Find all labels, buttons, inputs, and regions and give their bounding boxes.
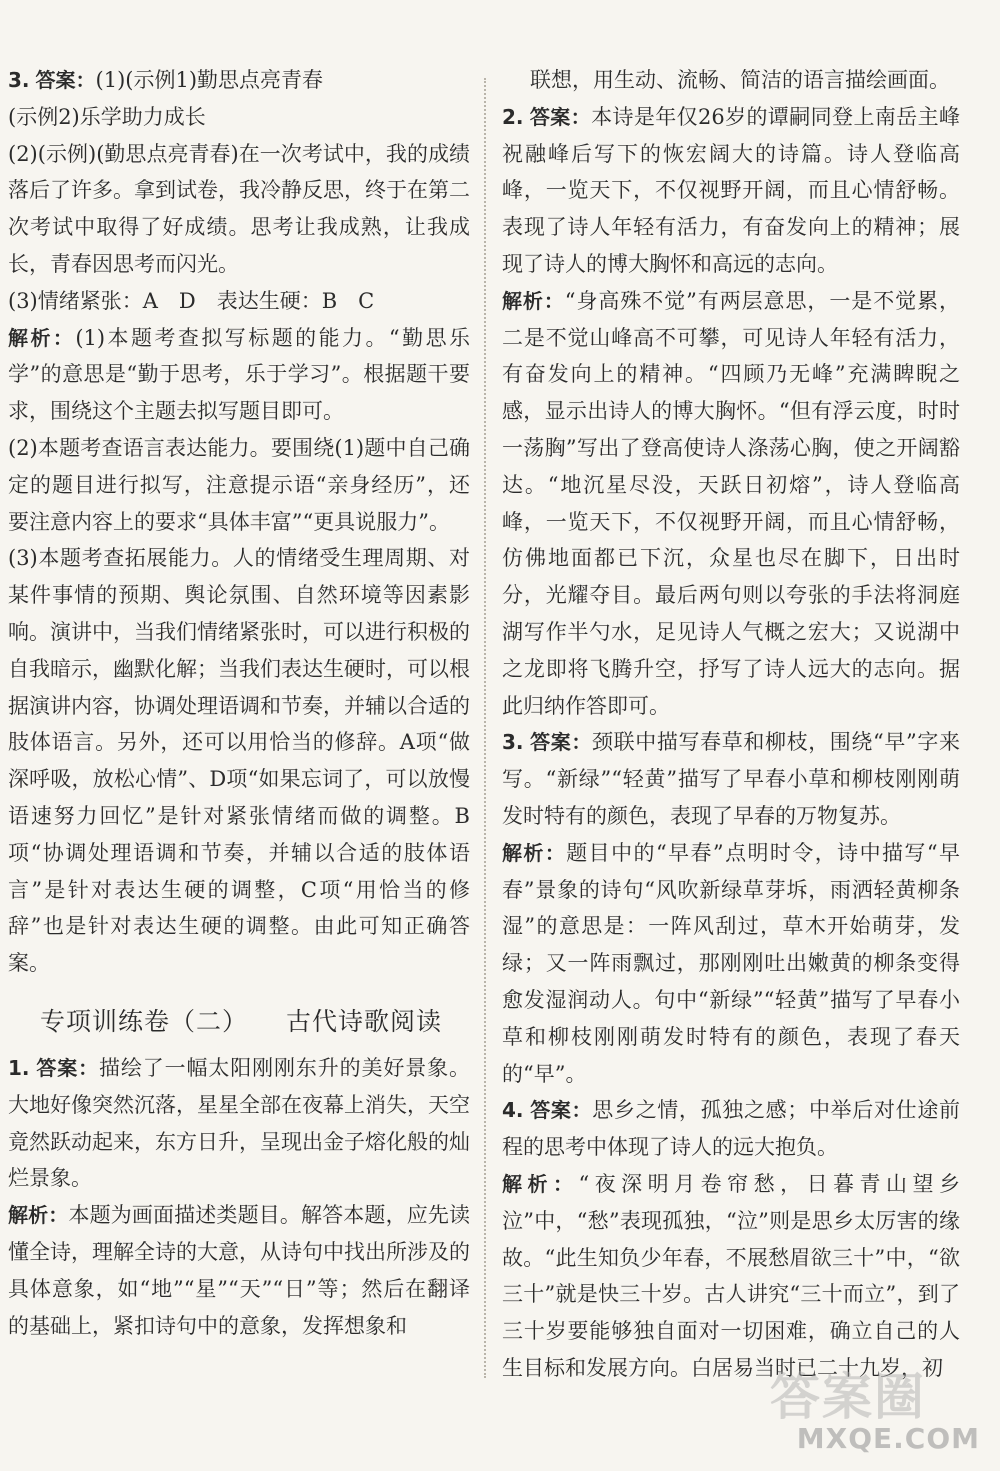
section-title xyxy=(40,1000,470,1044)
question-number: 2. xyxy=(502,104,524,129)
analysis-text: (1)本题考查拟写标题的能力。“勤思乐学”的意思是“勤于思考，乐于学习”。根据题干要求，围绕这个主题去拟写题目即可。 xyxy=(8,325,471,424)
question-number: 3. xyxy=(502,730,524,755)
analysis-text: “夜深明月卷帘愁，日暮青山望乡泣”中，“愁”表现孤独，“泣”则是思乡太厉害的缘故。“此生知负少年春，不展愁眉欲三十”中，“欲三十”就是快三十岁。古人讲究“三十而立”，到了三十岁要能够独自面对一切困难，确立自己的人生目标和发展方向。白居易当时已二十九岁，初 xyxy=(502,1171,960,1380)
answer-label: 答案： xyxy=(35,1055,100,1080)
q3-analysis-2: (2)本题考查语言表达能力。要围绕(1)题中自己确定的题目进行拟写，注意提示语“亲身经历”，还要注意内容上的要求“具体丰富”“更具说服力”。 xyxy=(8,435,470,534)
answer-text: 颈联中描写春草和柳枝，围绕“早”字来写。“新绿”“轻黄”描写了早春小草和柳枝刚刚萌发时特有的颜色，表现了早春的万物复苏。 xyxy=(502,730,960,828)
q3-answer-line-2: (示例2)乐学助力成长 xyxy=(8,104,206,129)
q3-analysis-3: (3)本题考查拓展能力。人的情绪受生理周期、对某件事情的预期、舆论氛围、自然环境等因素影响。演讲中，当我们情绪紧张时，可以进行积极的自我暗示，幽默化解；当我们表达生硬时，可以根据演讲内容，协调处理语调和节奏，并辅以合适的肢体语言。另外，还可以用恰当的修辞。A项“做深呼吸，放松心情”、D项“如果忘词了，可以放慢语速努力回忆”是针对紧张情绪而做的调整。B项“协调处理语调和节奏，并辅以合适的肢体语言”是针对表达生硬的调整，C项“用恰当的修辞”也是针对表达生硬的调整。由此可知正确答案。 xyxy=(8,546,470,976)
analysis-text: 题目中的“早春”点明时令，诗中描写“早春”景象的诗句“风吹新绿草芽坼，雨洒轻黄柳条湿”的意思是：一阵风刮过，草木开始萌芽，发绿；又一阵雨飘过，那刚刚吐出嫩黄的柳条变得愈发湿润动人。句中“新绿”“轻黄”描写了早春小草和柳枝刚刚萌发时特有的颜色，表现了春天的“早”。 xyxy=(502,840,960,1086)
continued-text: 联想，用生动、流畅、简洁的语言描绘画面。 xyxy=(530,68,950,92)
answer-text: 描绘了一幅太阳刚刚东升的美好景象。大地好像突然沉落，星星全部在夜幕上消失，天空竟然跃动起来，东方日升，呈现出金子熔化般的灿烂景象。 xyxy=(8,1055,471,1191)
answer-label: 答案： xyxy=(35,68,96,92)
left-question-1 xyxy=(8,1050,470,1344)
q3-answer-line-4: (3)情绪紧张：A D 表达生硬：B C xyxy=(8,288,375,313)
answer-label: 答案： xyxy=(529,1098,593,1123)
analysis-label: 解析： xyxy=(8,1203,69,1228)
answer-label: 答案： xyxy=(529,730,592,755)
q3r-answer xyxy=(502,724,960,834)
q3r-analysis xyxy=(502,835,960,1093)
answer-text: 思乡之情，孤独之感；中举后对仕途前程的思考中体现了诗人的远大抱负。 xyxy=(502,1098,961,1160)
q1-answer xyxy=(8,1050,470,1197)
question-number: 4. xyxy=(502,1098,524,1123)
left-column xyxy=(8,62,470,1344)
q3-answer-line-3: (2)(示例)(勤思点亮青春)在一次考试中，我的成绩落后了许多。拿到试卷，我冷静反思，终于在第二次考试中取得了好成绩。思考让我成熟，让我成长，青春因思考而闪光。 xyxy=(8,141,470,276)
q4-answer xyxy=(502,1092,960,1166)
q2-answer xyxy=(502,99,960,283)
q2-analysis xyxy=(502,283,960,725)
question-number: 1. xyxy=(8,1055,30,1080)
q4-analysis xyxy=(502,1166,960,1387)
watermark-logo: 答案圈 xyxy=(770,1368,926,1426)
analysis-label: 解析： xyxy=(502,288,565,313)
right-question-3 xyxy=(502,724,960,1092)
column-divider xyxy=(484,78,486,1378)
q3-analysis-1 xyxy=(8,320,470,430)
answer-label: 答案： xyxy=(529,104,592,129)
left-question-3 xyxy=(8,62,470,982)
analysis-text: 本题为画面描述类题目。解答本题，应先读懂全诗，理解全诗的大意，从诗句中找出所涉及的具体意象，如“地”“星”“天”“日”等；然后在翻译的基础上，紧扣诗句中的意象，发挥想象和 xyxy=(8,1203,471,1338)
section-title-sub: 古代诗歌阅读 xyxy=(286,1006,443,1036)
q1-analysis xyxy=(8,1197,470,1344)
section-title-main: 专项训练卷（二） xyxy=(40,1006,249,1036)
analysis-label: 解析： xyxy=(8,325,76,350)
right-column xyxy=(502,62,960,1387)
analysis-label: 解析： xyxy=(502,840,567,865)
analysis-text: “身高殊不觉”有两层意思，一是不觉累，二是不觉山峰高不可攀，可见诗人年轻有活力，有奋发向上的精神。“四顾乃无峰”充满睥睨之感，显示出诗人的博大胸怀。“但有浮云度，时时一荡胸”写出了登高使诗人涤荡心胸，使之开阔豁达。“地沉星尽没，天跃日初熔”，诗人登临高峰，一览天下，不仅视野开阔，而且心情舒畅，仿佛地面都已下沉，众星也尽在脚下，日出时分，光耀夺目。最后两句则以夸张的手法将洞庭湖写作半勺水，足见诗人气概之宏大；又说湖中之龙即将飞腾升空，抒写了诗人远大的志向。据此归纳作答即可。 xyxy=(502,288,960,718)
question-number: 3. xyxy=(8,68,30,92)
answer-text: 本诗是年仅26岁的谭嗣同登上南岳主峰祝融峰后写下的恢宏阔大的诗篇。诗人登临高峰，一览天下，不仅视野开阔，而且心情舒畅。表现了诗人年轻有活力，有奋发向上的精神；展现了诗人的博大胸怀和高远的志向。 xyxy=(502,104,960,276)
q3-answer-line-1 xyxy=(8,62,470,99)
right-question-4 xyxy=(502,1092,960,1386)
right-question-2 xyxy=(502,99,960,725)
analysis-label: 解析： xyxy=(502,1171,579,1196)
answer-text: (1)(示例1)勤思点亮青春 xyxy=(95,68,324,92)
watermark-site: MXQE.COM xyxy=(796,1422,980,1455)
